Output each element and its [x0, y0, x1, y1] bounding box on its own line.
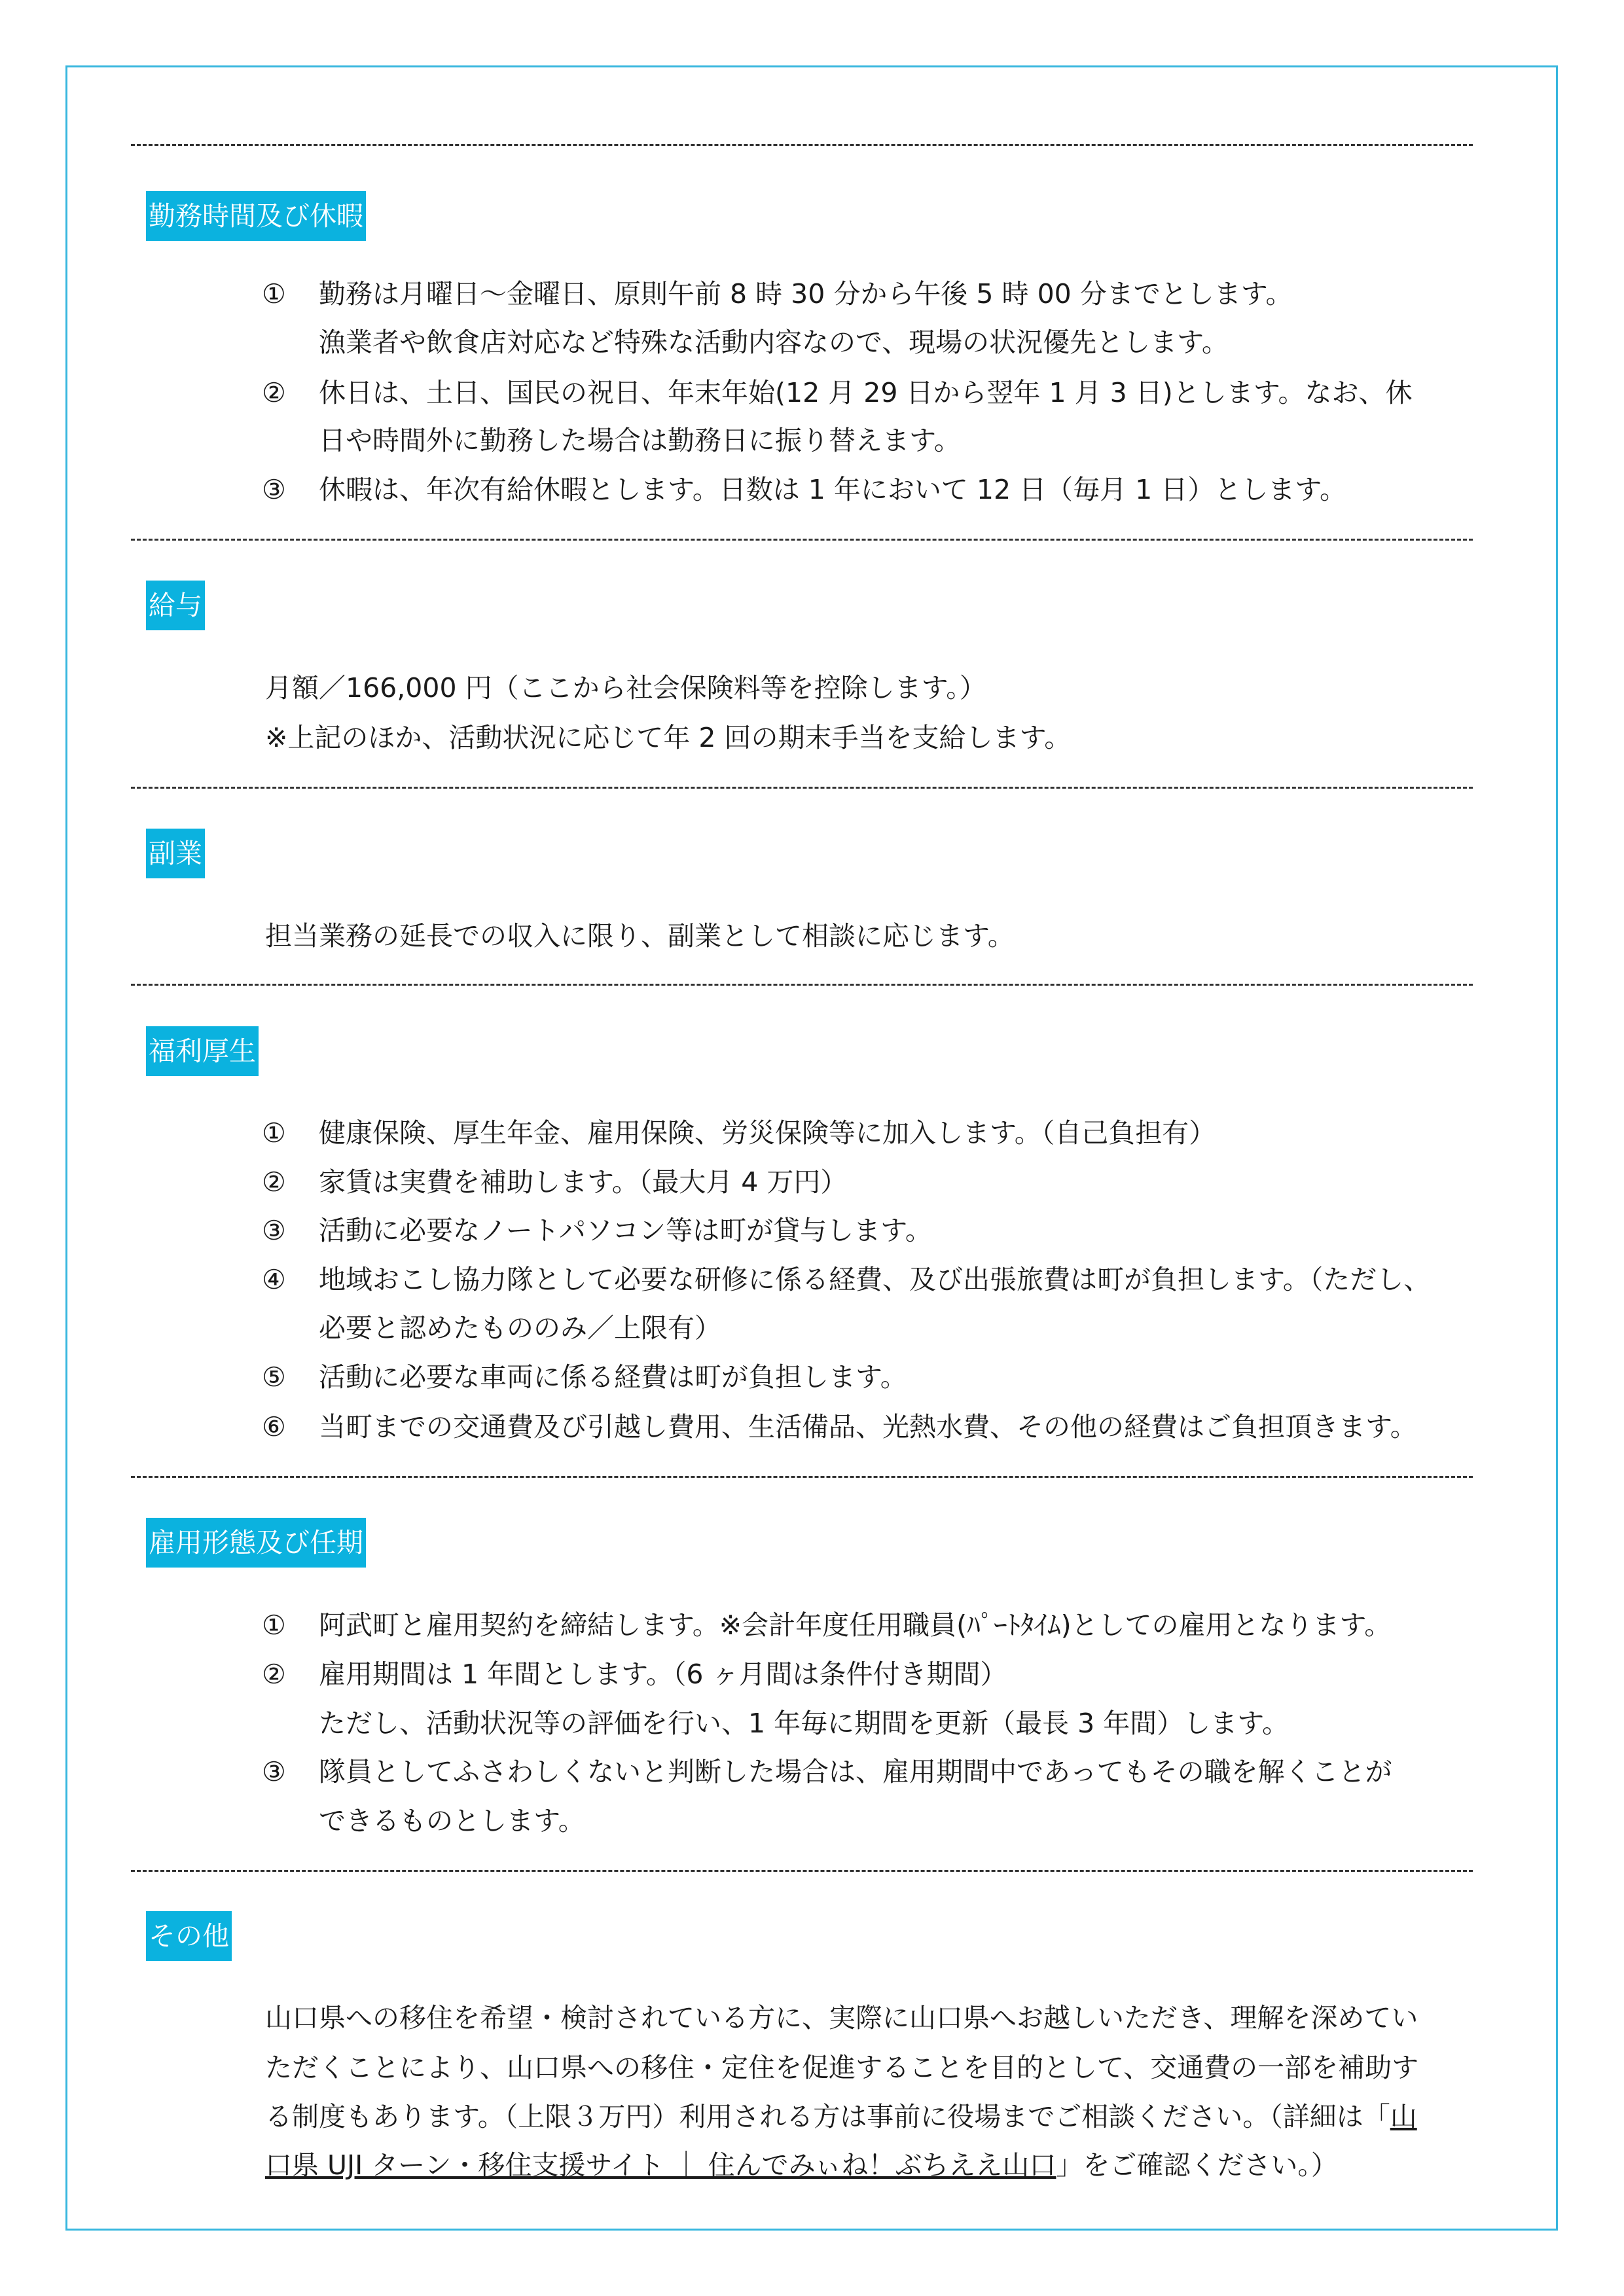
- list-item-text: 地域おこし協力隊として必要な研修に係る経費、及び出張旅費は町が負担します。（ただし、: [319, 1264, 1431, 1295]
- support-site-link[interactable]: 山: [1390, 2101, 1417, 2132]
- list-item-text: 休暇は、年次有給休暇とします。日数は 1 年において 12 日（毎月 1 日）とします。: [319, 474, 1346, 505]
- list-number: ③: [262, 474, 286, 505]
- section-divider: [131, 144, 1473, 146]
- list-number: ③: [262, 1215, 286, 1246]
- section-heading-salary: 給与: [146, 581, 205, 630]
- list-item-text: 雇用期間は 1 年間とします。（6 ヶ月間は条件付き期間）: [319, 1659, 1007, 1690]
- body-text: [265, 2150, 1338, 2181]
- section-divider: [131, 1476, 1473, 1478]
- list-number: ⑥: [262, 1411, 286, 1443]
- list-item-text: 必要と認めたもののみ／上限有）: [319, 1312, 721, 1344]
- list-number: ①: [262, 1609, 286, 1641]
- section-divider: [131, 1870, 1473, 1872]
- body-text-part: 」をご確認ください。）: [1056, 2149, 1338, 2181]
- section-divider: [131, 539, 1473, 541]
- list-item-text: ただし、活動状況等の評価を行い、1 年毎に期間を更新（最長 3 年間）します。: [319, 1708, 1289, 1739]
- support-site-link[interactable]: 口県 UJI ターン・移住支援サイト ｜ 住んでみぃね！ぶちええ山口: [265, 2149, 1056, 2181]
- body-text: ※上記のほか、活動状況に応じて年 2 回の期末手当を支給します。: [265, 722, 1072, 753]
- list-item-text: 当町までの交通費及び引越し費用、生活備品、光熱水費、その他の経費はご負担頂きます。: [319, 1411, 1417, 1443]
- body-text: ただくことにより、山口県への移住・定住を促進することを目的として、交通費の一部を補助す: [265, 2052, 1419, 2083]
- list-number: ①: [262, 278, 286, 310]
- section-heading-other: その他: [146, 1911, 232, 1961]
- list-item-text: 活動に必要な車両に係る経費は町が負担します。: [319, 1361, 907, 1393]
- list-item-text: 阿武町と雇用契約を締結します。※会計年度任用職員(ﾊﾟｰﾄﾀｲﾑ)としての雇用となります。: [319, 1609, 1392, 1641]
- section-heading-work-hours: 勤務時間及び休暇: [146, 191, 366, 241]
- section-divider: [131, 787, 1473, 789]
- list-number: ①: [262, 1117, 286, 1149]
- list-item-text: 勤務は月曜日～金曜日、原則午前 8 時 30 分から午後 5 時 00 分までとします。: [319, 278, 1293, 310]
- list-item-text: 活動に必要なノートパソコン等は町が貸与します。: [319, 1215, 932, 1246]
- section-heading-welfare: 福利厚生: [146, 1026, 259, 1076]
- section-divider: [131, 984, 1473, 986]
- list-number: ②: [262, 377, 286, 408]
- list-number: ④: [262, 1264, 286, 1295]
- body-text: 担当業務の延長での収入に限り、副業として相談に応じます。: [265, 920, 1015, 952]
- list-item-text: 漁業者や飲食店対応など特殊な活動内容なので、現場の状況優先とします。: [319, 327, 1229, 358]
- list-number: ②: [262, 1659, 286, 1690]
- list-item-text: 家賃は実費を補助します。（最大月 4 万円）: [319, 1166, 848, 1198]
- section-heading-side-job: 副業: [146, 829, 205, 878]
- list-number: ②: [262, 1166, 286, 1198]
- list-number: ③: [262, 1756, 286, 1787]
- list-item-text: 隊員としてふさわしくないと判断した場合は、雇用期間中であってもその職を解くことが: [319, 1756, 1392, 1787]
- section-heading-employment: 雇用形態及び任期: [146, 1518, 366, 1568]
- list-item-text: 休日は、土日、国民の祝日、年末年始(12 月 29 日から翌年 1 月 3 日)とします。なお、休: [319, 377, 1413, 408]
- list-item-text: 健康保険、厚生年金、雇用保険、労災保険等に加入します。（自己負担有）: [319, 1117, 1216, 1149]
- list-item-text: 日や時間外に勤務した場合は勤務日に振り替えます。: [319, 425, 961, 456]
- body-text: 山口県への移住を希望・検討されている方に、実際に山口県へお越しいただき、理解を深めてい: [265, 2002, 1418, 2034]
- list-item-text: できるものとします。: [319, 1805, 585, 1837]
- body-text: [265, 2102, 1417, 2132]
- body-text: 月額／166,000 円（ここから社会保険料等を控除します。）: [265, 672, 986, 704]
- body-text-part: る制度もあります。（上限３万円）利用される方は事前に役場までご相談ください。（詳細は「: [265, 2101, 1390, 2132]
- list-number: ⑤: [262, 1361, 286, 1393]
